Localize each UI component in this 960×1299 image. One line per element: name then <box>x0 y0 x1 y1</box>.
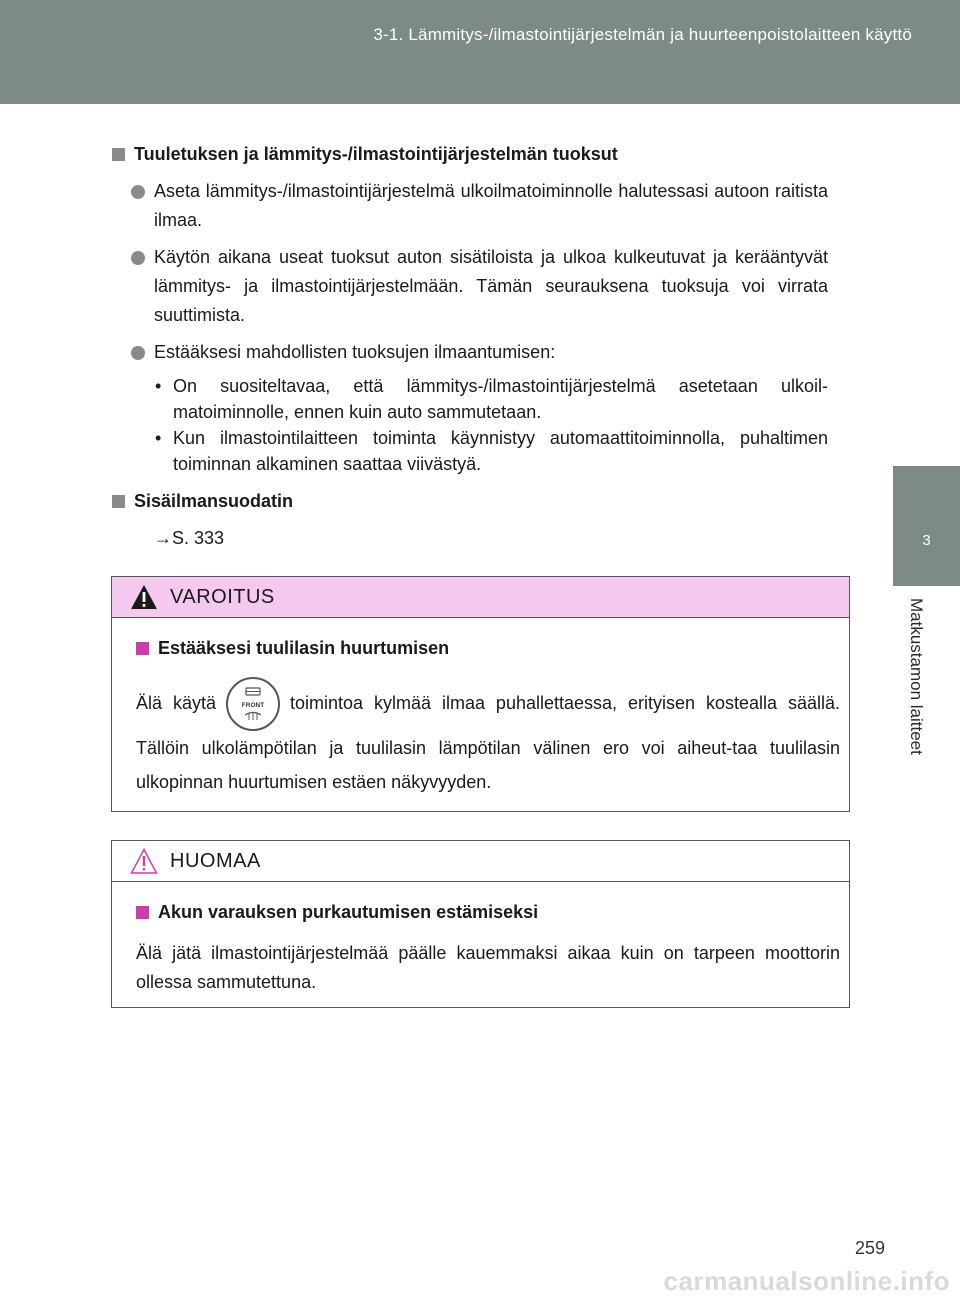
sub-list <box>112 373 828 477</box>
sub-list-item: • On suositeltavaa, että lämmitys-/ilmastointijärjestelmä asetetaan ulkoil-matoiminnolle, ennen kuin auto sammutetaan. <box>112 373 828 425</box>
notice-heading <box>136 898 840 927</box>
warning-body <box>112 618 849 799</box>
chapter-side-title: Matkustamon laitteet <box>907 598 926 755</box>
notice-box <box>111 840 850 1008</box>
square-bullet-icon <box>112 495 125 508</box>
chapter-tab <box>893 466 960 586</box>
section-heading-text: Tuuletuksen ja lämmitys-/ilmastointijärjestelmän tuoksut <box>134 144 618 164</box>
front-defroster-button-icon <box>226 677 280 731</box>
warning-label: VAROITUS <box>170 585 275 608</box>
section-heading-cabin-filter <box>112 487 828 516</box>
list-item: Käytön aikana useat tuoksut auton sisätiloista ja ulkoa kulkeutuvat ja kerääntyvät lämmitys- ja ilmastointijärjestelmään. Tämän seurauksena tuoksuja voi virrata suuttimista. <box>112 243 828 330</box>
watermark: carmanualsonline.info <box>663 1266 950 1296</box>
page-header <box>0 0 960 104</box>
button-label: FRONT <box>241 702 265 709</box>
section-heading-text: Sisäilmansuodatin <box>134 491 294 511</box>
page-number: 259 <box>854 1238 885 1258</box>
notice-text: Älä jätä ilmastointijärjestelmää päälle kauemmaksi aikaa kuin on tarpeen moottorin ollessa sammutettuna. <box>136 943 840 992</box>
warning-box-header <box>112 577 849 618</box>
main-content <box>112 140 828 553</box>
warning-heading-text: Estääksesi tuulilasin huurtumisen <box>158 638 450 658</box>
section-heading-odors <box>112 140 828 169</box>
chapter-header-title: 3-1. Lämmitys-/ilmastointijärjestelmän ja huurteenpoistolaitteen käyttö <box>373 25 912 44</box>
chapter-number: 3 <box>922 532 931 549</box>
warning-triangle-icon <box>130 584 158 610</box>
warning-box <box>111 576 850 812</box>
square-bullet-icon <box>136 642 149 655</box>
caution-triangle-icon <box>130 848 158 874</box>
warning-text-after: toimintoa kylmää ilmaa puhallettaessa, erityisen kostealla säällä. Tällöin ulkolämpötilan ja tuulilasin lämpötilan välinen ero voi aiheut-taa tuulilasin ulkopinnan huurtumisen estäen näkyvyyden. <box>136 692 840 792</box>
notice-heading-text: Akun varauksen purkautumisen estämiseksi <box>158 902 539 922</box>
list-item: Aseta lämmitys-/ilmastointijärjestelmä ulkoilmatoiminnolle halutessasi autoon raitista ilmaa. <box>112 177 828 235</box>
notice-label: HUOMAA <box>170 849 261 872</box>
sub-list-item: • Kun ilmastointilaitteen toiminta käynnistyy automaattitoiminnolla, puhaltimen toiminnan alkaminen saattaa viivästyä. <box>112 425 828 477</box>
list-item: Estääksesi mahdollisten tuoksujen ilmaantumisen: <box>112 338 828 367</box>
page-reference-link[interactable]: →S. 333 <box>154 528 225 548</box>
notice-box-header <box>112 841 849 882</box>
warning-text-before: Älä käytä <box>136 692 216 713</box>
notice-body <box>112 882 849 997</box>
warning-text <box>136 677 840 799</box>
warning-heading <box>136 634 840 663</box>
square-bullet-icon <box>136 906 149 919</box>
square-bullet-icon <box>112 148 125 161</box>
